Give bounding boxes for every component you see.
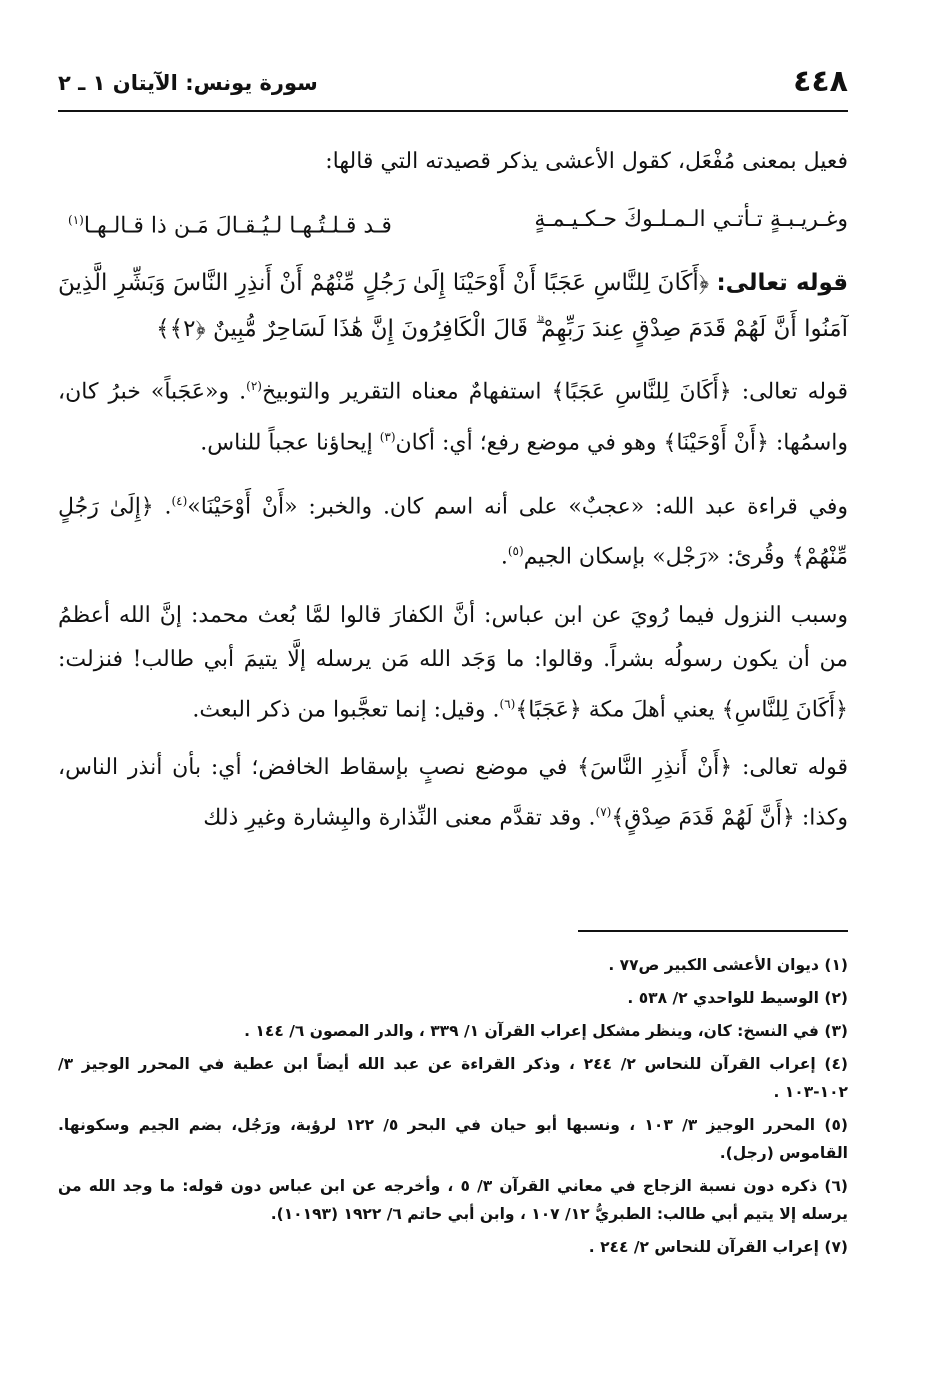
paragraph-commentary-3 — [58, 594, 848, 732]
footnote-item: (٢) الوسيط للواحدي ٢/ ٥٣٨ . — [627, 989, 848, 1007]
paragraph-text: إيحاؤنا عجباً للناس. — [200, 429, 380, 455]
paragraph-intro — [58, 140, 848, 184]
footnote-ref: (٧) — [595, 804, 612, 819]
main-text — [58, 140, 848, 854]
paragraph-text: وفي قراءة عبد الله: «عجبٌ» على أنه اسم كان. والخبر: «أَنْ أَوْحَيْنَا» — [187, 494, 848, 520]
paragraph-text: . وقيل: إنما تعجَّبوا من ذكر البعث. — [192, 696, 500, 722]
verse-second-hemistich — [68, 198, 392, 248]
footnote-item: (١) ديوان الأعشى الكبير ص٧٧ . — [608, 956, 848, 974]
running-header — [58, 58, 848, 112]
paragraph-text: فعيل بمعنى مُفْعَل، كقول الأعشى يذكر قصيدته التي قالها: — [325, 149, 848, 174]
footnote-ref: (٤) — [171, 493, 188, 508]
footnote-ref: (٣) — [379, 429, 396, 444]
footnote-ref: (٥) — [507, 544, 524, 559]
verse-second-hemistich-text: قـد قـلـتُـهـا لـيُـقـالَ مَـن ذا قـالـهـا — [83, 213, 392, 239]
quran-heading: قوله تعالى: — [716, 270, 849, 297]
footnote-divider — [578, 930, 848, 932]
paragraph-text: . — [500, 544, 508, 570]
footnotes — [58, 951, 848, 1266]
footnote-ref: (١) — [68, 213, 84, 227]
footnote-ref: (٢) — [246, 379, 262, 394]
quran-verse-text: ﴿أَكَانَ لِلنَّاسِ عَجَبًا أَنْ أَوْحَيْنَا إِلَىٰ رَجُلٍ مِّنْهُمْ أَنْ أَنذِرِ النَّاسَ وَبَشِّرِ الَّذِينَ آمَنُوا أَنَّ لَهُمْ قَدَمَ صِدْقٍ عِندَ رَبِّهِمْ ۗ قَالَ الْكَافِرُونَ إِنَّ هَٰذَا لَسَاحِرٌ مُّبِينٌ ﴿٢﴾﴾ — [58, 270, 848, 343]
footnote-item: (٤) إعراب القرآن للنحاس ٢/ ٢٤٤ ، وذكر القراءة عن عبد الله أيضاً ابن عطية في المحرر الوجيز ٣/ ١٠٢-١٠٣ . — [58, 1055, 849, 1101]
book-page — [58, 58, 848, 1348]
paragraph-text: وسبب النزول فيما رُويَ عن ابن عباس: أنَّ الكفارَ قالوا لمَّا بُعث محمد: إنَّ الله أعظمُ من أن يكون رسولُه بشراً. وقالوا: ما وَجَد الله مَن يرسله إلَّا يتيمَ أبي طالب! فنزلت: ﴿أَكَانَ لِلنَّاسِ﴾ يعني أهلَ مكة ﴿عَجَبًا﴾ — [58, 602, 848, 722]
running-title: سورة يونس: الآيتان ١ ـ ٢ — [58, 71, 318, 95]
footnote-item: (٧) إعراب القرآن للنحاس ٢/ ٢٤٤ . — [588, 1238, 848, 1256]
paragraph-text: . و«عَجَباً» خبرُ كان، واسمُها: ﴿أَنْ أَوْحَيْنَا﴾ وهو في موضع رفع؛ أي: أكان — [58, 379, 848, 455]
poetry-verse — [58, 198, 848, 248]
footnote-ref: (٦) — [499, 696, 516, 711]
footnote-item: (٦) ذكره دون نسبة الزجاج في معاني القرآن ٣/ ٥ ، وأخرجه عن ابن عباس دون قوله: ما وجد الله من يرسله إلا يتيم أبي طالب: الطبريُّ ١٢/ ١٠٧ ، وابن أبي حاتم ٦/ ١٩٢٢ (١٠١٩٣). — [58, 1177, 848, 1223]
quran-verse-block — [58, 260, 848, 352]
paragraph-text: قوله تعالى: ﴿أَكَانَ لِلنَّاسِ عَجَبًا﴾ استفهامٌ معناه التقرير والتوبيخ — [261, 379, 849, 405]
paragraph-text: . ﴿إِلَىٰ رَجُلٍ مِّنْهُمْ﴾ وقُرئ: «رَجْل» بإسكان الجيم — [58, 494, 848, 570]
paragraph-text: . وقد تقدَّم معنى النِّذارة والبِشارة وغيرِ ذلك — [203, 805, 596, 831]
paragraph-text: قوله تعالى: ﴿أَنْ أَنذِرِ النَّاسَ﴾ في موضع نصبٍ بإسقاط الخافض؛ أي: بأن أنذر الناس، وكذا: ﴿أَنَّ لَهُمْ قَدَمَ صِدْقٍ﴾ — [58, 754, 848, 831]
paragraph-commentary-4 — [58, 746, 848, 840]
paragraph-commentary-2 — [58, 479, 848, 580]
verse-first-hemistich: وغـريـبـةٍ تـأتـي الـمـلـوكَ حـكـيـمـةٍ — [534, 207, 848, 232]
page-number: ٤٤٨ — [793, 64, 848, 99]
footnote-item: (٣) في النسخ: كان، وينظر مشكل إعراب القرآن ١/ ٣٣٩ ، والدر المصون ٦/ ١٤٤ . — [244, 1022, 848, 1040]
footnote-item: (٥) المحرر الوجيز ٣/ ١٠٣ ، ونسبها أبو حيان في البحر ٥/ ١٢٢ لرؤبة، ورَجُل، بضم الجيم وسكونها. القاموس (رجل). — [58, 1116, 849, 1162]
paragraph-commentary-1 — [58, 364, 848, 465]
